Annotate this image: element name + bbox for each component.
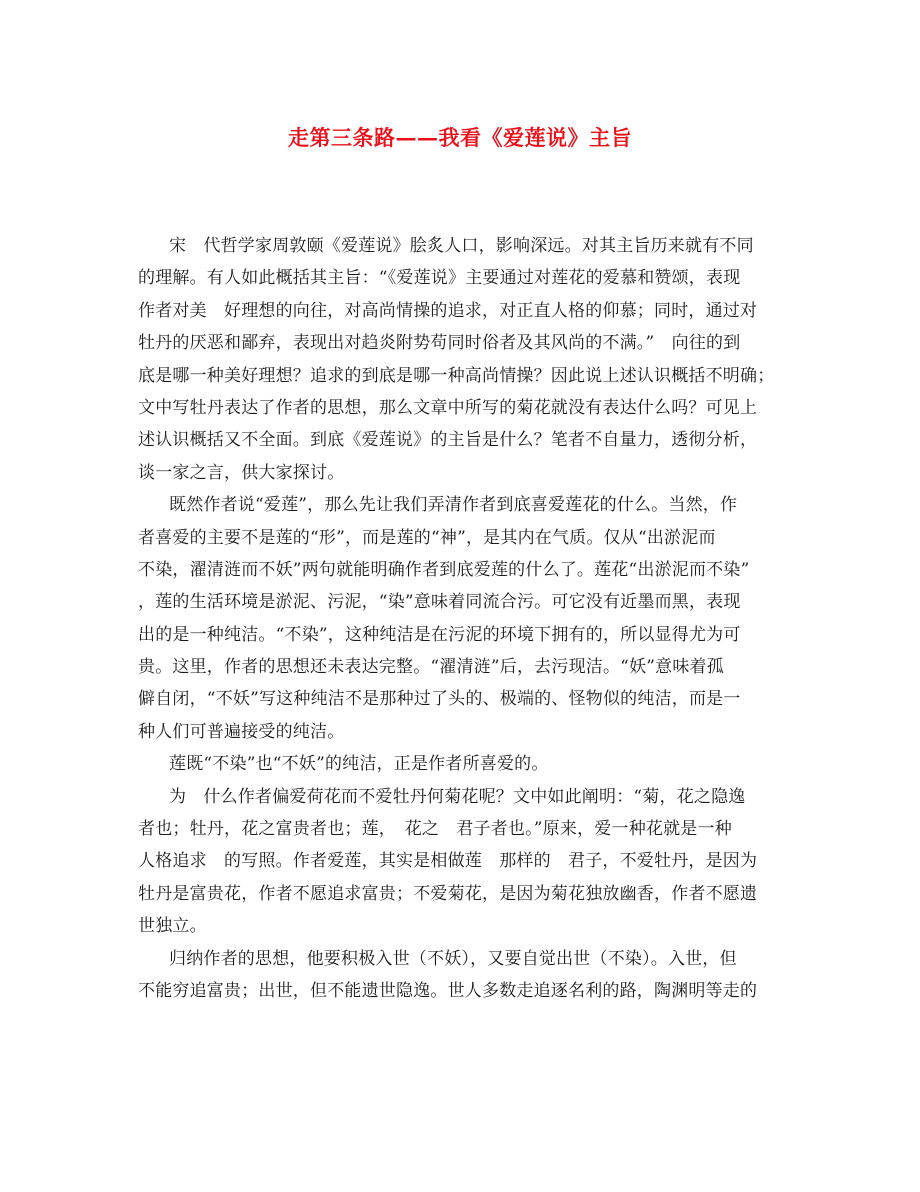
text-line: 谈一家之言，供大家探讨。 [138, 462, 345, 483]
text-line: 底是哪一种美好理想？追求的到底是哪一种高尚情操？因此说上述认识概括不明确； [138, 365, 775, 386]
paragraph [138, 943, 798, 1008]
text-line: ，莲的生活环境是淤泥、污泥，“染”意味着同流合污。可它没有近墨而黑，表现 [138, 592, 741, 613]
text-line: 僻自闭，“不妖”写这种纯洁不是那种过了头的、极端的、怪物似的纯洁，而是一 [138, 689, 741, 710]
text-line: 既然作者说“爱莲”，那么先让我们弄清作者到底喜爱莲花的什么。当然，作 [169, 495, 738, 516]
paragraph [138, 748, 798, 780]
paragraph [138, 781, 798, 943]
document-title: 走第三条路——我看《爱莲说》主旨 [288, 125, 632, 150]
text-line: 为 什么作者偏爱荷花而不爱牡丹何菊花呢？文中如此阐明：“菊，花之隐逸 [169, 786, 746, 807]
text-line: 不染，濯清涟而不妖”两句就能明确作者到底爱莲的什么了。莲花“出淤泥而不染” [138, 559, 750, 580]
paragraph [138, 230, 798, 489]
text-line: 的理解。有人如此概括其主旨：“《爱莲说》主要通过对莲花的爱慕和赞颂，表现 [138, 268, 741, 289]
text-line: 出的是一种纯洁。“不染”，这种纯洁是在污泥的环境下拥有的，所以显得尤为可 [138, 624, 741, 645]
text-line: 归纳作者的思想，他要积极入世（不妖），又要自觉出世（不染）。入世，但 [169, 948, 737, 969]
text-line: 牡丹的厌恶和鄙弃，表现出对趋炎附势苟同时俗者及其风尚的不满。” 向往的到 [138, 333, 741, 354]
text-line: 者喜爱的主要不是莲的“形”，而是莲的“神”，是其内在气质。仅从“出淤泥而 [138, 527, 716, 548]
text-line: 作者对美 好理想的向往，对高尚情操的追求，对正直人格的仰慕；同时，通过对 [138, 300, 758, 321]
text-line: 宋 代哲学家周敦颐《爱莲说》脍炙人口，影响深远。对其主旨历来就有不同 [169, 236, 754, 256]
paragraph [138, 489, 798, 748]
document-body [138, 230, 798, 1007]
text-line: 世独立。 [138, 916, 207, 937]
text-line: 文中写牡丹表达了作者的思想，那么文章中所写的菊花就没有表达什么吗？可见上 [138, 397, 758, 418]
text-line: 牡丹是富贵花，作者不愿追求富贵；不爱菊花，是因为菊花独放幽香，作者不愿遗 [138, 883, 758, 904]
text-line: 莲既“不染”也“不妖”的纯洁，正是作者所喜爱的。 [169, 754, 549, 775]
text-line: 人格追求 的写照。作者爱莲，其实是相做莲 那样的 君子，不爱牡丹，是因为 [138, 851, 758, 872]
text-line: 种人们可普遍接受的纯洁。 [138, 721, 345, 742]
text-line: 者也；牡丹，花之富贵者也；莲， 花之 君子者也。”原来，爱一种花就是一种 [138, 819, 732, 840]
text-line: 贵。这里，作者的思想还未表达完整。“濯清涟”后，去污现洁。“妖”意味着孤 [138, 657, 724, 678]
text-line: 不能穷追富贵；出世，但不能遗世隐逸。世人多数走追逐名利的路，陶渊明等走的 [138, 980, 758, 1001]
text-line: 述认识概括又不全面。到底《爱莲说》的主旨是什么？笔者不自量力，透彻分析， [138, 430, 758, 451]
